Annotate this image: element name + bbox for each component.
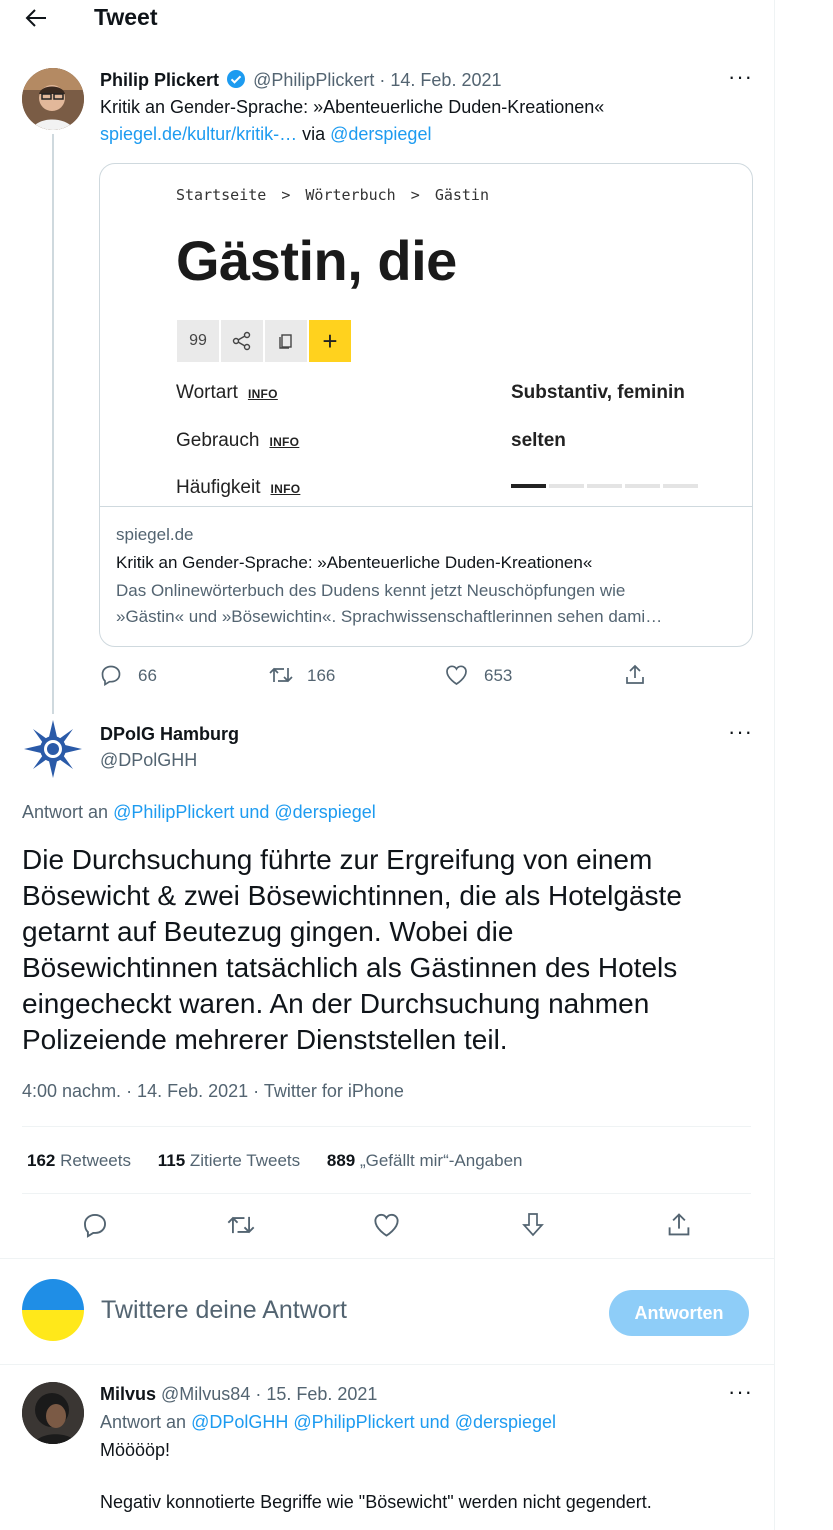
card-row-gebrauch [176,430,299,452]
like-count: 653 [484,666,513,685]
reply-text-line1: Mööööp! [100,1440,171,1460]
stat-label: Retweets [60,1151,131,1170]
flag-top [22,1279,84,1310]
avatar[interactable] [22,1279,84,1341]
text-line: eingecheckt waren. An der Durchsuchung nahmen [22,988,650,1019]
back-arrow-icon[interactable] [24,8,48,28]
via-text: via [302,124,326,144]
frequency-bar-1 [511,484,546,488]
share-icon[interactable] [624,663,646,686]
verified-badge-icon [226,69,246,89]
card-description-line2: »Gästin« und »Bösewichtin«. Sprachwissenschaftlerinnen sehen dami… [116,607,663,626]
frequency-bar-3 [587,484,622,488]
breadcrumb-sep: > [281,186,291,204]
likes-stat[interactable] [327,1151,523,1170]
like-icon[interactable] [373,1212,400,1238]
card-row-wortart [176,382,278,404]
reply-header [100,1384,377,1405]
info-link: INFO [269,435,300,449]
frequency-bar-5 [663,484,698,488]
divider [0,1258,774,1259]
card-headword: Gästin, die [176,229,457,292]
author-name[interactable]: DPolG Hamburg [100,724,240,744]
flag-bottom [22,1310,84,1341]
card-title: Kritik an Gender-Sprache: »Abenteuerliche Duden-Kreationen« [116,553,593,572]
more-icon[interactable]: ··· [728,1379,753,1404]
stat-label: „Gefällt mir“-Angaben [359,1151,523,1170]
compose-input[interactable]: Twittere deine Antwort [101,1296,347,1324]
share-icon[interactable] [666,1211,692,1238]
reply-button[interactable]: Antworten [609,1290,749,1336]
reply-context [100,1412,556,1433]
reply-text-line2: Negativ konnotierte Begriffe wie "Bösewicht" werden nicht gegendert. [100,1492,652,1512]
reply-mentions[interactable]: @DPolGHH @PhilipPlickert und @derspiegel [191,1412,557,1432]
author-handle[interactable]: @PhilipPlickert [253,70,375,90]
link-card[interactable] [99,163,753,647]
reply-icon[interactable] [100,664,122,686]
stat-count: 115 [157,1151,186,1170]
divider [22,1193,751,1194]
add-icon: + [309,320,351,362]
main-tweet-text [22,842,682,1058]
bookmark-icon[interactable] [521,1211,545,1239]
text-line: getarnt auf Beutezug gingen. Wobei die [22,916,514,947]
stat-count: 889 [326,1151,356,1170]
tweet-date[interactable]: · 14. Feb. 2021 [379,70,502,90]
tweet1-link-line [100,124,431,145]
stat-count: 162 [27,1151,56,1170]
row-label: Gebrauch [176,430,260,451]
tweet-meta[interactable]: 4:00 nachm. · 14. Feb. 2021 · Twitter for iPhone [22,1081,404,1101]
retweet-count: 166 [307,666,336,685]
reply-prefix: Antwort an [100,1412,187,1432]
share-icon [221,320,263,362]
reply-icon[interactable] [82,1212,108,1238]
retweet-icon[interactable] [226,1212,256,1238]
card-divider [100,506,752,507]
reply-context [22,802,376,823]
retweet-icon[interactable] [268,664,294,686]
more-icon[interactable]: ··· [728,719,753,744]
like-icon[interactable] [445,664,468,686]
more-icon[interactable]: ··· [728,64,753,89]
text-line: Bösewichtinnen tatsächlich als Gästinnen des Hotels [22,952,678,983]
avatar[interactable] [22,68,84,130]
tweet1-text: Kritik an Gender-Sprache: »Abenteuerliche Duden-Kreationen« [100,97,605,117]
stat-label: Zitierte Tweets [189,1151,301,1170]
thread-line [52,134,54,714]
author-name[interactable]: Philip Plickert [100,70,220,90]
author-handle[interactable]: @Milvus84 [161,1384,251,1404]
copy-icon [265,320,307,362]
text-line: Polizeiende mehrerer Dienststellen teil. [22,1024,508,1055]
row-label: Wortart [176,382,238,403]
reply-count: 66 [138,666,157,685]
breadcrumb-dictionary: Wörterbuch [305,186,396,204]
via-mention[interactable]: @derspiegel [330,124,432,144]
reply-mentions[interactable]: @PhilipPlickert und @derspiegel [113,802,376,822]
avatar[interactable] [22,718,84,780]
card-value-wortart: Substantiv, feminin [511,382,685,403]
breadcrumb-current: Gästin [434,186,489,204]
frequency-meter [511,484,699,488]
card-row-haeufigkeit [176,477,300,499]
frequency-bar-4 [625,484,660,488]
author-name[interactable]: Milvus [100,1384,157,1404]
info-link: INFO [270,482,301,496]
card-value-gebrauch: selten [511,430,566,451]
tweet-stats [27,1151,522,1171]
text-line: Bösewicht & zwei Bösewichtinnen, die als Hotelgäste [22,880,682,911]
text-line: Die Durchsuchung führte zur Ergreifung von einem [22,844,653,875]
retweets-stat[interactable] [27,1151,131,1170]
divider [0,1364,774,1365]
page-title: Tweet [94,4,158,30]
breadcrumb-home: Startseite [176,186,267,204]
card-domain: spiegel.de [116,525,194,544]
breadcrumb-sep: > [410,186,420,204]
quotes-stat[interactable] [158,1151,300,1170]
tweet1-header [100,69,502,91]
quote-icon: 99 [177,320,219,362]
reply-prefix: Antwort an [22,802,109,822]
row-label: Häufigkeit [176,477,261,498]
avatar[interactable] [22,1382,84,1444]
card-breadcrumb [176,186,489,204]
card-description-line1: Das Onlinewörterbuch des Dudens kennt jetzt Neuschöpfungen wie [116,581,626,600]
tweet-date[interactable]: · 15. Feb. 2021 [255,1384,378,1404]
frequency-bar-2 [549,484,584,488]
divider [22,1126,751,1127]
article-link[interactable]: spiegel.de/kultur/kritik-… [100,124,298,144]
info-link: INFO [247,387,278,401]
author-handle[interactable]: @DPolGHH [100,750,198,770]
